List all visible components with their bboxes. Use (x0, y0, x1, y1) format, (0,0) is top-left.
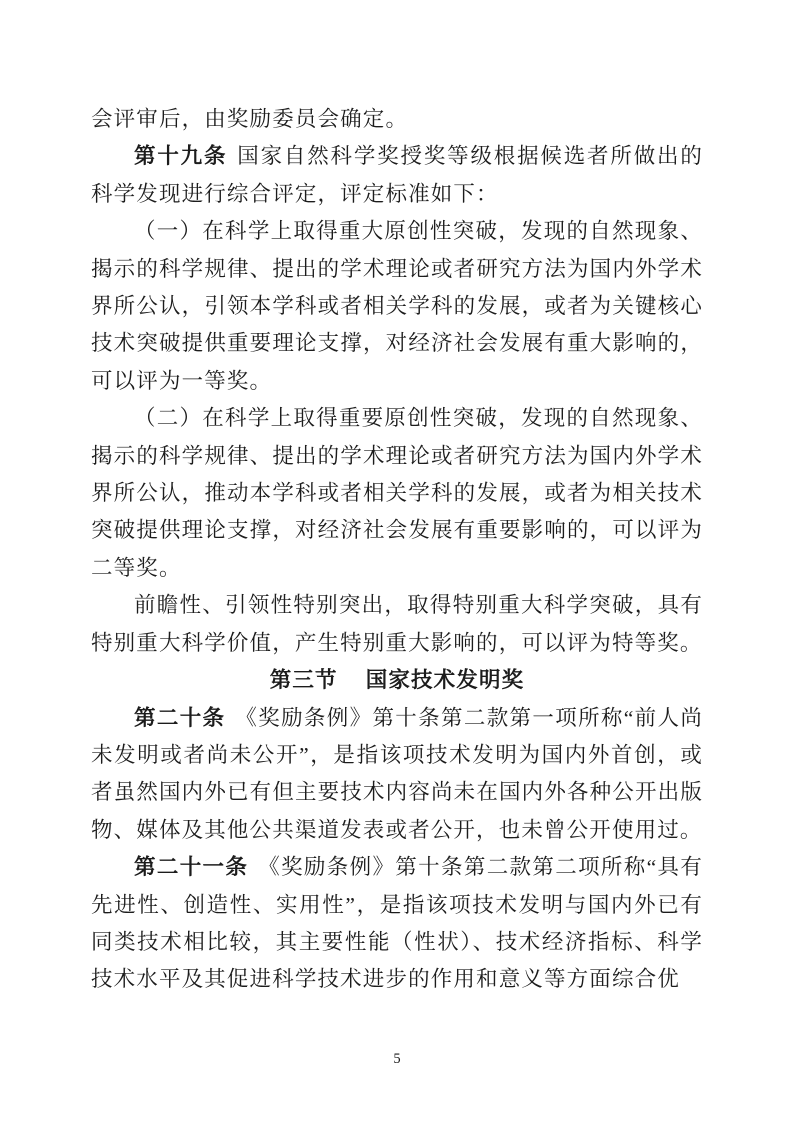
paragraph-item-2 (91, 400, 703, 587)
section-title: 国家技术发明奖 (365, 668, 525, 693)
paragraph-text: （二）在科学上取得重要原创性突破，发现的自然现象、揭示的科学规律、提出的学术理论或者研究方法为国内外学术界所公认，推动本学科或者相关学科的发展，或者为相关技术突破提供理论支撑，对经济社会发展有重要影响的，可以评为二等奖。 (91, 406, 703, 580)
paragraph-article-21 (91, 849, 703, 999)
section-heading (91, 662, 703, 699)
paragraph-article-19 (91, 138, 703, 213)
paragraph-item-1 (91, 213, 703, 400)
document-body (91, 101, 703, 999)
paragraph-text: （一）在科学上取得重大原创性突破，发现的自然现象、揭示的科学规律、提出的学术理论或者研究方法为国内外学术界所公认，引领本学科或者相关学科的发展，或者为关键核心技术突破提供重要理论支撑，对经济社会发展有重大影响的，可以评为一等奖。 (91, 219, 703, 393)
paragraph-continuation (91, 101, 703, 138)
paragraph-text: 会评审后，由奖励委员会确定。 (91, 107, 409, 131)
article-number: 第十九条 (134, 144, 228, 169)
paragraph-text: 《奖励条例》第十条第二款第一项所称“前人尚未发明或者尚未公开”，是指该项技术发明为国内外首创，或者虽然国内外已有但主要技术内容尚未在国内外各种公开出版物、媒体及其他公共渠道发表或者公开，也未曾公开使用过。 (91, 705, 703, 842)
paragraph-text: 前瞻性、引领性特别突出，取得特别重大科学突破，具有特别重大科学价值，产生特别重大影响的，可以评为特等奖。 (91, 593, 703, 655)
paragraph-article-20 (91, 700, 703, 850)
article-number: 第二十条 (134, 705, 226, 730)
page-footer (0, 1051, 794, 1068)
page-number: 5 (393, 1051, 401, 1067)
article-number: 第二十一条 (134, 855, 249, 880)
section-number: 第三节 (269, 668, 338, 693)
paragraph-special-grade (91, 587, 703, 662)
paragraph-text: 《奖励条例》第十条第二款第二项所称“具有先进性、创造性、实用性”，是指该项技术发明与国内外已有同类技术相比较，其主要性能（性状）、技术经济指标、科学技术水平及其促进科学技术进步的作用和意义等方面综合优 (91, 855, 703, 992)
paragraph-text: 国家自然科学奖授奖等级根据候选者所做出的科学发现进行综合评定，评定标准如下： (91, 144, 703, 206)
